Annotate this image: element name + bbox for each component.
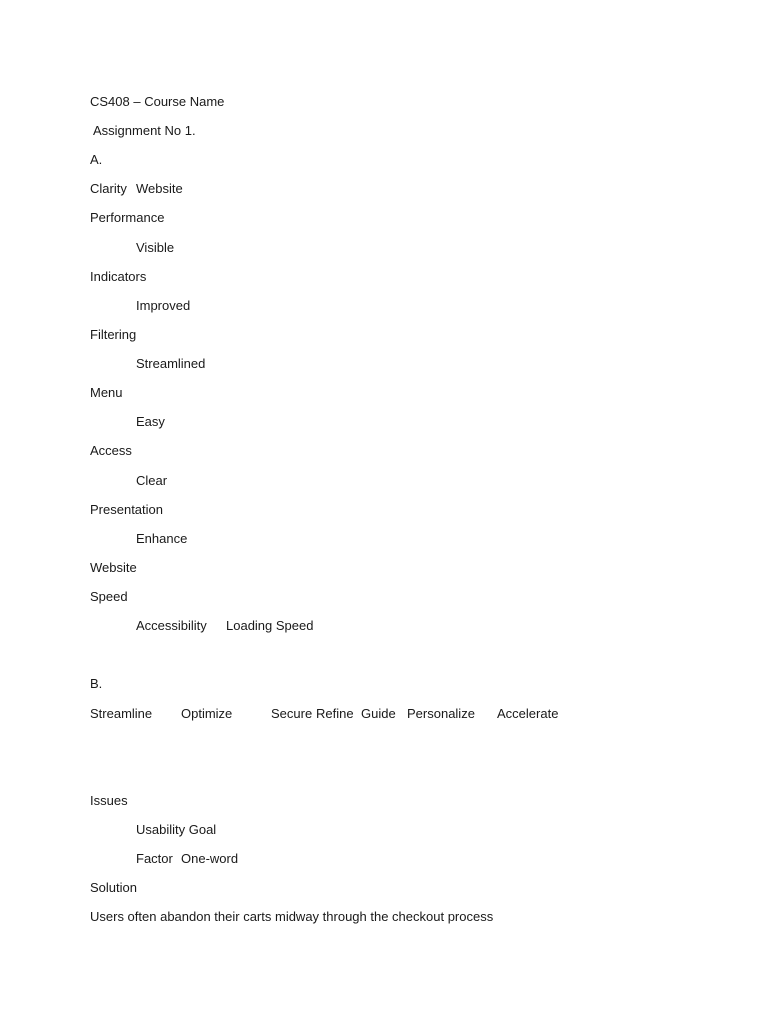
presentation-text: Presentation [90, 502, 163, 517]
performance-text: Performance [90, 210, 165, 225]
menu-text: Menu [90, 385, 123, 400]
clear-text: Clear [136, 473, 168, 488]
accessibility-text: Accessibility [136, 618, 207, 633]
streamlined-text: Streamlined [136, 356, 206, 371]
speed-text: Speed [90, 589, 128, 604]
clarity-text: Clarity [90, 181, 127, 196]
section-a-label: A. [90, 152, 103, 167]
website-text: Website [136, 181, 183, 196]
enhance-text: Enhance [136, 531, 188, 546]
word-refine: Refine [316, 706, 354, 721]
factor-text: Factor [136, 851, 173, 866]
usability-goal-text: Usability Goal [136, 822, 217, 837]
easy-text: Easy [136, 414, 165, 429]
issues-text: Issues [90, 793, 128, 808]
access-text: Access [90, 443, 132, 458]
word-streamline: Streamline [90, 706, 153, 721]
indicators-text: Indicators [90, 269, 147, 284]
course-title: CS408 – Course Name [90, 94, 225, 109]
one-word-text: One-word [181, 851, 239, 866]
word-secure: Secure [271, 706, 313, 721]
visible-text: Visible [136, 240, 175, 255]
word-optimize: Optimize [181, 706, 233, 721]
solution-text: Solution [90, 880, 137, 895]
improved-text: Improved [136, 298, 191, 313]
issue-description: Users often abandon their carts midway through the checkout process [90, 909, 494, 924]
loading-speed-text: Loading Speed [226, 618, 314, 633]
word-guide: Guide [361, 706, 396, 721]
assignment-title: Assignment No 1. [93, 123, 196, 138]
filtering-text: Filtering [90, 327, 137, 342]
word-personalize: Personalize [407, 706, 475, 721]
website2-text: Website [90, 560, 137, 575]
section-b-label: B. [90, 676, 103, 691]
word-accelerate: Accelerate [497, 706, 559, 721]
